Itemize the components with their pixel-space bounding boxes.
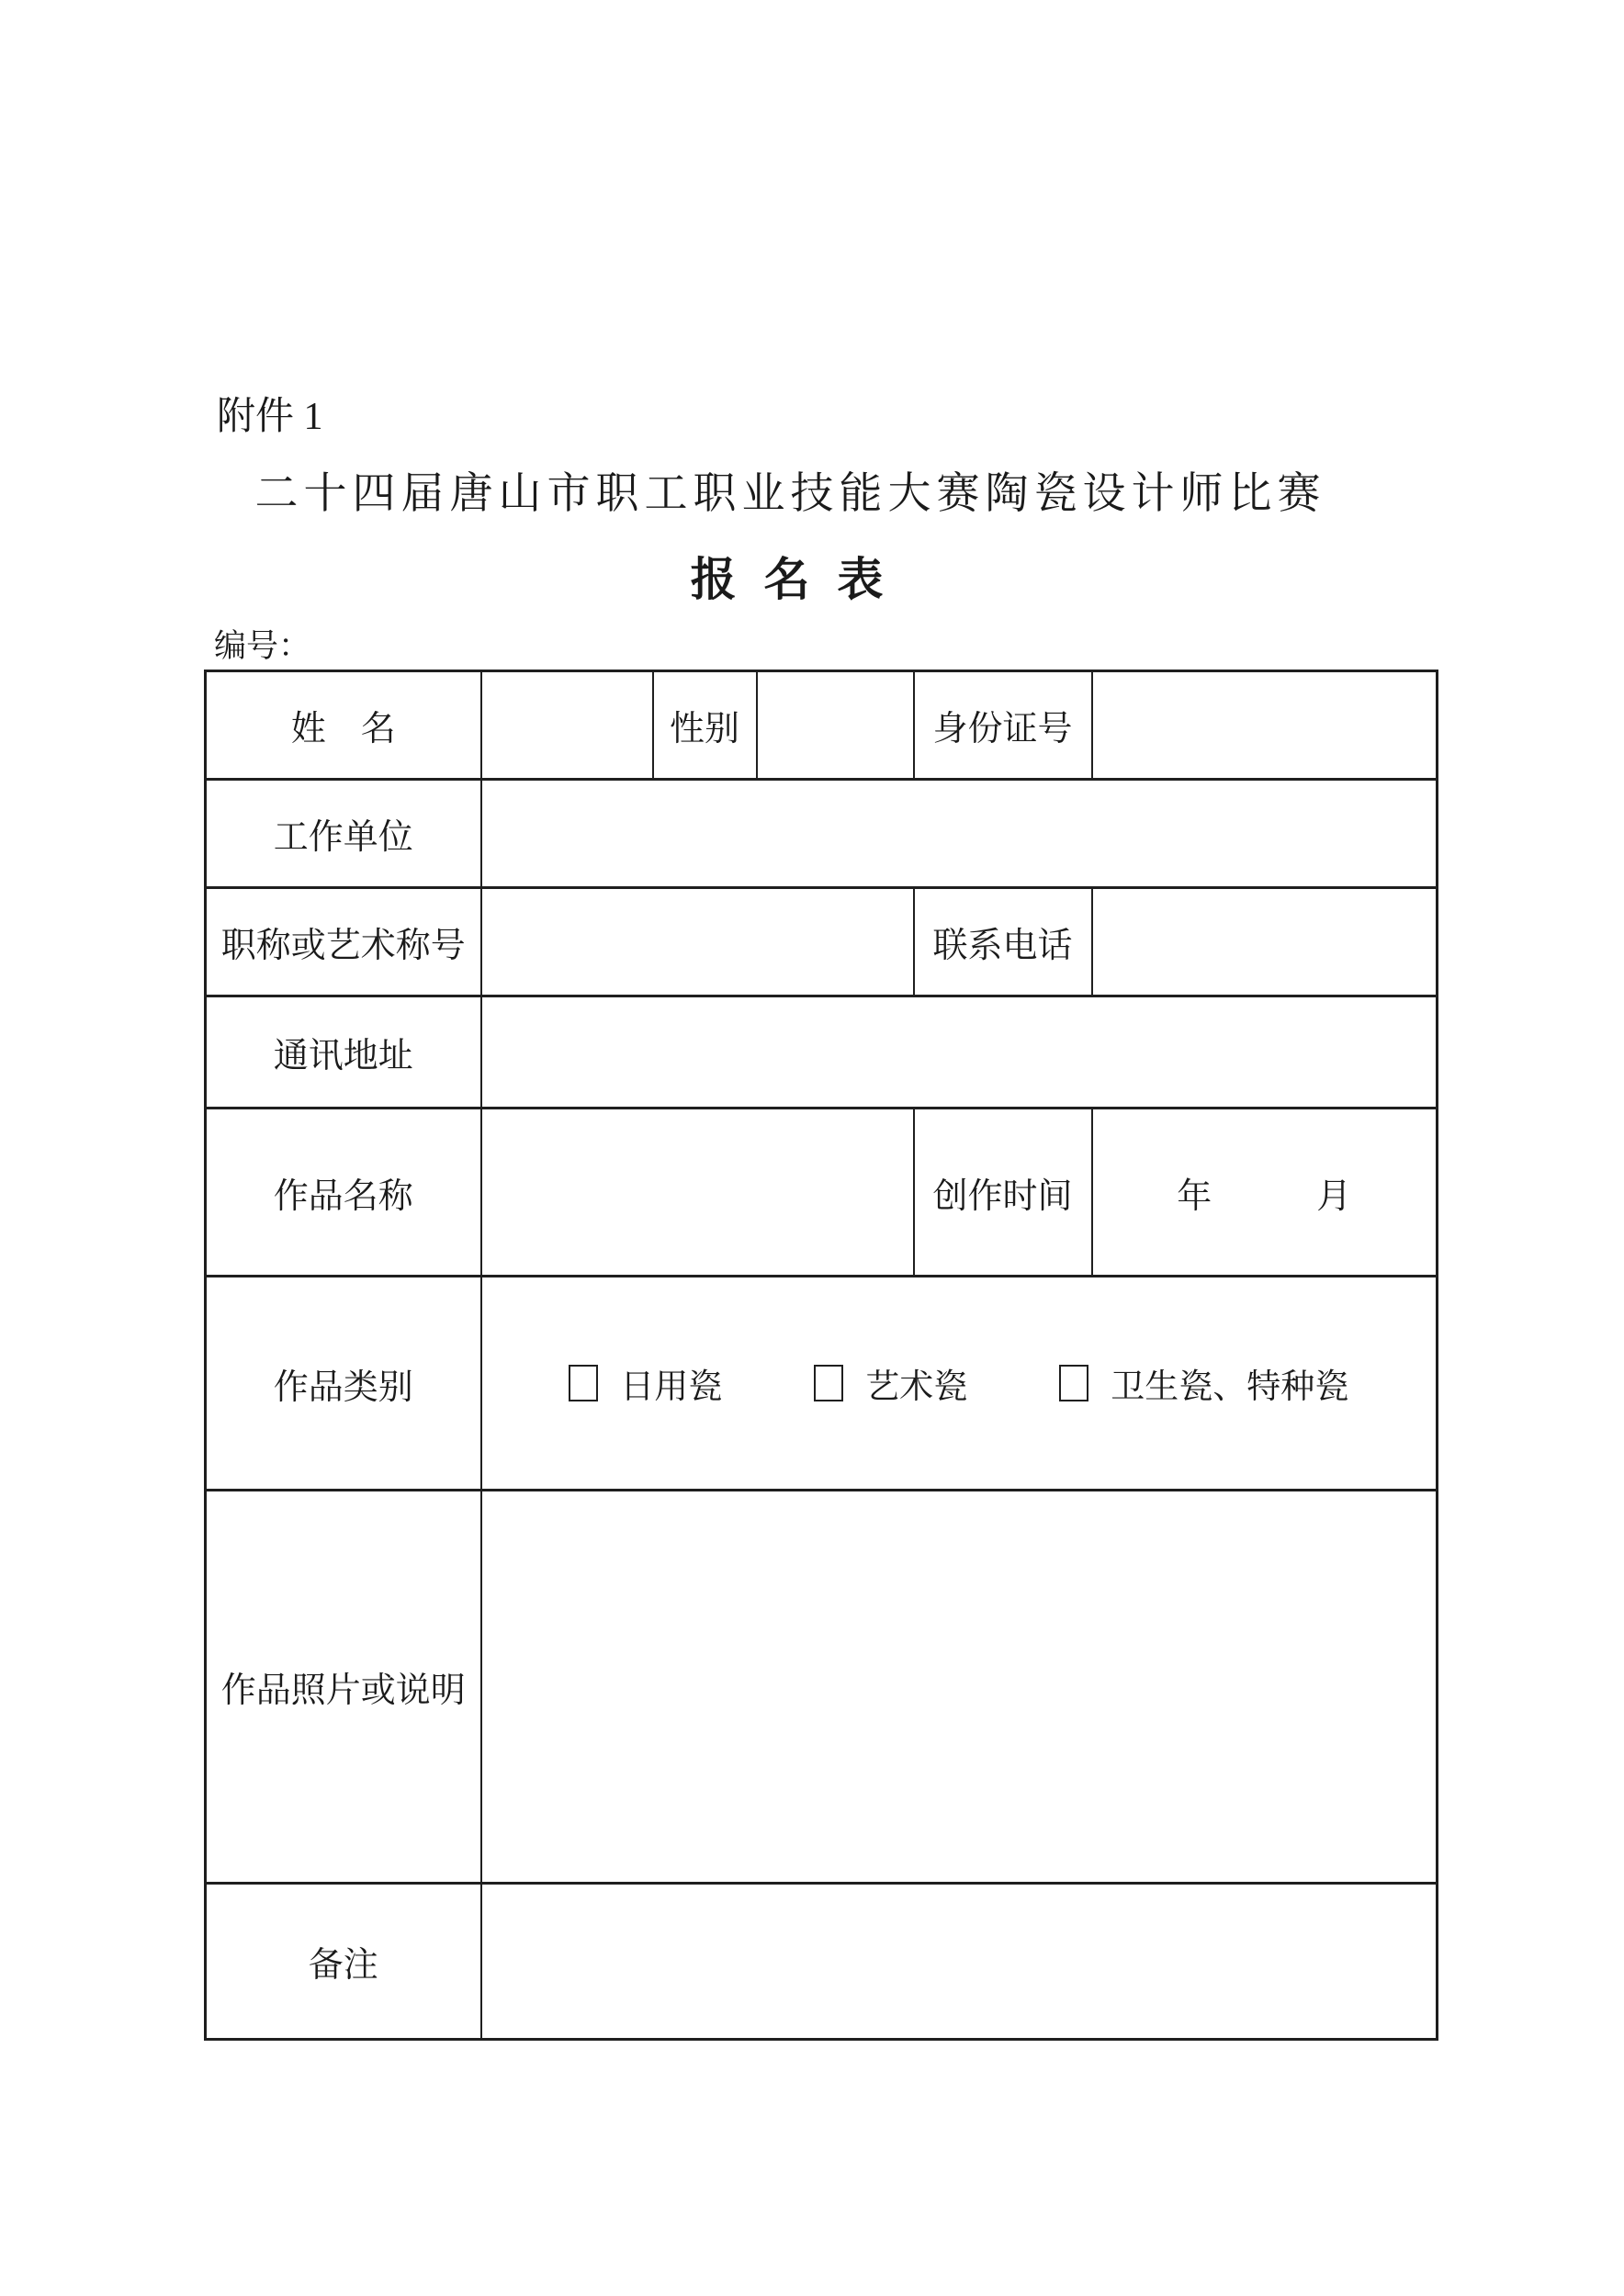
table-row-address xyxy=(206,996,1438,1109)
table-row-remarks xyxy=(206,1884,1438,2040)
form-title: 报 名 表 xyxy=(690,554,891,605)
gender-value-cell[interactable] xyxy=(757,671,914,780)
address-label-cell: 通讯地址 xyxy=(206,996,481,1109)
phone-label-cell: 联系电话 xyxy=(914,888,1092,996)
address-value-cell[interactable] xyxy=(481,996,1438,1109)
sanitary-special-ware-label: 卫生瓷、特种瓷 xyxy=(1111,1368,1349,1406)
work-name-label-cell: 作品名称 xyxy=(206,1109,481,1277)
table-row-work-unit xyxy=(206,780,1438,888)
serial-number-label: 编号： xyxy=(214,628,311,664)
registration-table xyxy=(204,670,1438,2041)
daily-ware-label: 日用瓷 xyxy=(620,1368,723,1406)
creation-time-value-cell[interactable]: 年 月 xyxy=(1092,1109,1438,1277)
table-row-photo xyxy=(206,1491,1438,1884)
option-art-ware xyxy=(814,1358,967,1408)
work-unit-label-cell: 工作单位 xyxy=(206,780,481,888)
page-title: 二十四届唐山市职工职业技能大赛陶瓷设计师比赛 xyxy=(254,470,1326,518)
title-or-art-value-cell[interactable] xyxy=(481,888,914,996)
table-row-title-phone xyxy=(206,888,1438,996)
attachment-label: 附件 1 xyxy=(217,396,323,438)
work-unit-value-cell[interactable] xyxy=(481,780,1438,888)
art-ware-checkbox[interactable] xyxy=(814,1365,843,1401)
option-sanitary-special-ware xyxy=(1059,1358,1348,1408)
table-row-work-name xyxy=(206,1109,1438,1277)
remarks-label-cell: 备注 xyxy=(206,1884,481,2040)
table-row-name xyxy=(206,671,1438,780)
art-ware-label: 艺术瓷 xyxy=(865,1368,968,1406)
creation-time-label-cell: 创作时间 xyxy=(914,1109,1092,1277)
phone-value-cell[interactable] xyxy=(1092,888,1438,996)
name-value-cell[interactable] xyxy=(481,671,653,780)
id-number-value-cell[interactable] xyxy=(1092,671,1438,780)
category-label-cell: 作品类别 xyxy=(206,1277,481,1491)
photo-value-cell[interactable] xyxy=(481,1491,1438,1884)
photo-label-cell: 作品照片或说明 xyxy=(206,1491,481,1884)
gender-label-cell: 性别 xyxy=(653,671,757,780)
table-row-category xyxy=(206,1277,1438,1491)
option-daily-ware xyxy=(569,1358,722,1408)
category-options-cell xyxy=(481,1277,1438,1491)
remarks-value-cell[interactable] xyxy=(481,1884,1438,2040)
name-label-cell: 姓 名 xyxy=(206,671,481,780)
sanitary-special-ware-checkbox[interactable] xyxy=(1059,1365,1088,1401)
daily-ware-checkbox[interactable] xyxy=(569,1365,598,1401)
id-number-label-cell: 身份证号 xyxy=(914,671,1092,780)
title-or-art-label-cell: 职称或艺术称号 xyxy=(206,888,481,996)
work-name-value-cell[interactable] xyxy=(481,1109,914,1277)
category-options-group xyxy=(482,1358,1437,1408)
